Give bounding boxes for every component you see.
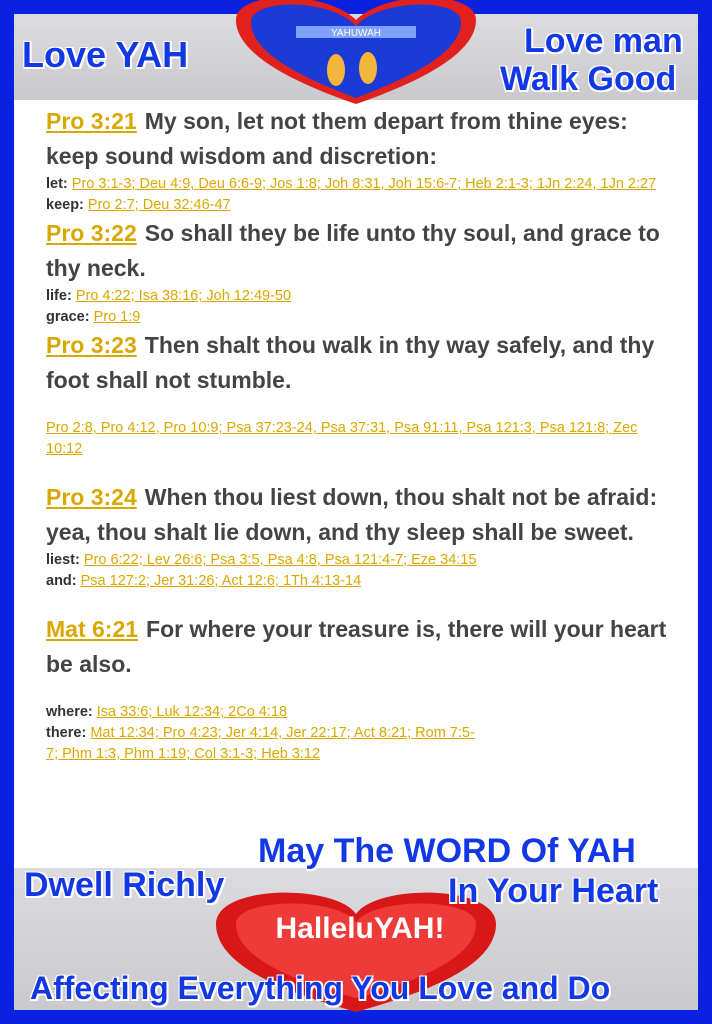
cross-reference [46, 723, 486, 765]
verse [46, 480, 676, 550]
blue-heart-icon [196, 0, 516, 104]
banner-love-yah: Love YAH [22, 34, 189, 75]
verse [46, 328, 676, 398]
cross-reference [46, 550, 676, 571]
cross-reference [46, 702, 676, 723]
xref-key: and: [46, 573, 77, 589]
xref-links[interactable]: Psa 127:2; Jer 31:26; Act 12:6; 1Th 4:13-14 [80, 573, 362, 589]
cross-reference [46, 174, 676, 195]
xref-key: liest: [46, 552, 80, 568]
verse [46, 612, 676, 682]
verse-text: For where your treasure is, there will your heart be also. [46, 616, 667, 677]
verse-ref-link[interactable]: Pro 3:23 [46, 332, 137, 358]
xref-key: grace: [46, 309, 90, 325]
banner-love-man: Love man [524, 22, 683, 60]
xref-links[interactable]: Pro 2:8, Pro 4:12, Pro 10:9; Psa 37:23-24, Psa 37:31, Psa 91:11, Psa 121:3, Psa 121:8; Zec 10:12 [46, 420, 638, 457]
cross-reference [46, 418, 676, 460]
xref-key: life: [46, 288, 72, 304]
banner-walk-good: Walk Good [500, 60, 677, 98]
xref-links[interactable]: Pro 4:22; Isa 38:16; Joh 12:49-50 [75, 288, 292, 304]
verse-ref-link[interactable]: Pro 3:21 [46, 108, 137, 134]
banner-may-the-word: May The WORD Of YAH [258, 832, 636, 870]
cross-reference [46, 286, 676, 307]
verse-text: My son, let not them depart from thine eyes: keep sound wisdom and discretion: [46, 108, 628, 169]
banner-dwell-richly: Dwell Richly [24, 866, 225, 904]
xref-links[interactable]: Pro 3:1-3; Deu 4:9, Deu 6:6-9; Jos 1:8; Joh 8:31, Joh 15:6-7; Heb 2:1-3; 1Jn 2:24, 1Jn 2:27 [71, 176, 657, 192]
verse-ref-link[interactable]: Pro 3:22 [46, 220, 137, 246]
xref-key: where: [46, 704, 93, 720]
cross-reference [46, 307, 676, 328]
heart-label: YAHUWAH [331, 28, 381, 39]
cross-reference [46, 571, 676, 592]
banner-in-your-heart: In Your Heart [448, 872, 659, 910]
halleluyah-text: HalleluYAH! [275, 912, 445, 945]
xref-key: let: [46, 176, 68, 192]
verse [46, 104, 676, 174]
xref-links[interactable]: Pro 1:9 [93, 309, 141, 325]
verse-text: When thou liest down, thou shalt not be afraid: yea, thou shalt lie down, and thy sleep shall be sweet. [46, 484, 658, 545]
verse-text: So shall they be life unto thy soul, and grace to thy neck. [46, 220, 660, 281]
xref-links[interactable]: Pro 6:22; Lev 26:6; Psa 3:5, Psa 4:8, Psa 121:4-7; Eze 34:15 [83, 552, 477, 568]
verse-list [46, 104, 676, 765]
xref-links[interactable]: Pro 2:7; Deu 32:46-47 [87, 197, 231, 213]
verse-ref-link[interactable]: Mat 6:21 [46, 616, 139, 642]
verse [46, 216, 676, 286]
xref-links[interactable]: Isa 33:6; Luk 12:34; 2Co 4:18 [96, 704, 288, 720]
xref-key: there: [46, 725, 87, 741]
verse-text: Then shalt thou walk in thy way safely, and thy foot shall not stumble. [46, 332, 655, 393]
cross-reference [46, 195, 676, 216]
verse-ref-link[interactable]: Pro 3:24 [46, 484, 137, 510]
xref-links[interactable]: Mat 12:34; Pro 4:23; Jer 4:14, Jer 22:17; Act 8:21; Rom 7:5-7; Phm 1:3, Phm 1:19; Col 3:1-3; Heb 3:12 [46, 725, 475, 762]
xref-key: keep: [46, 197, 84, 213]
banner-affecting-everything: Affecting Everything You Love and Do [30, 970, 611, 1006]
